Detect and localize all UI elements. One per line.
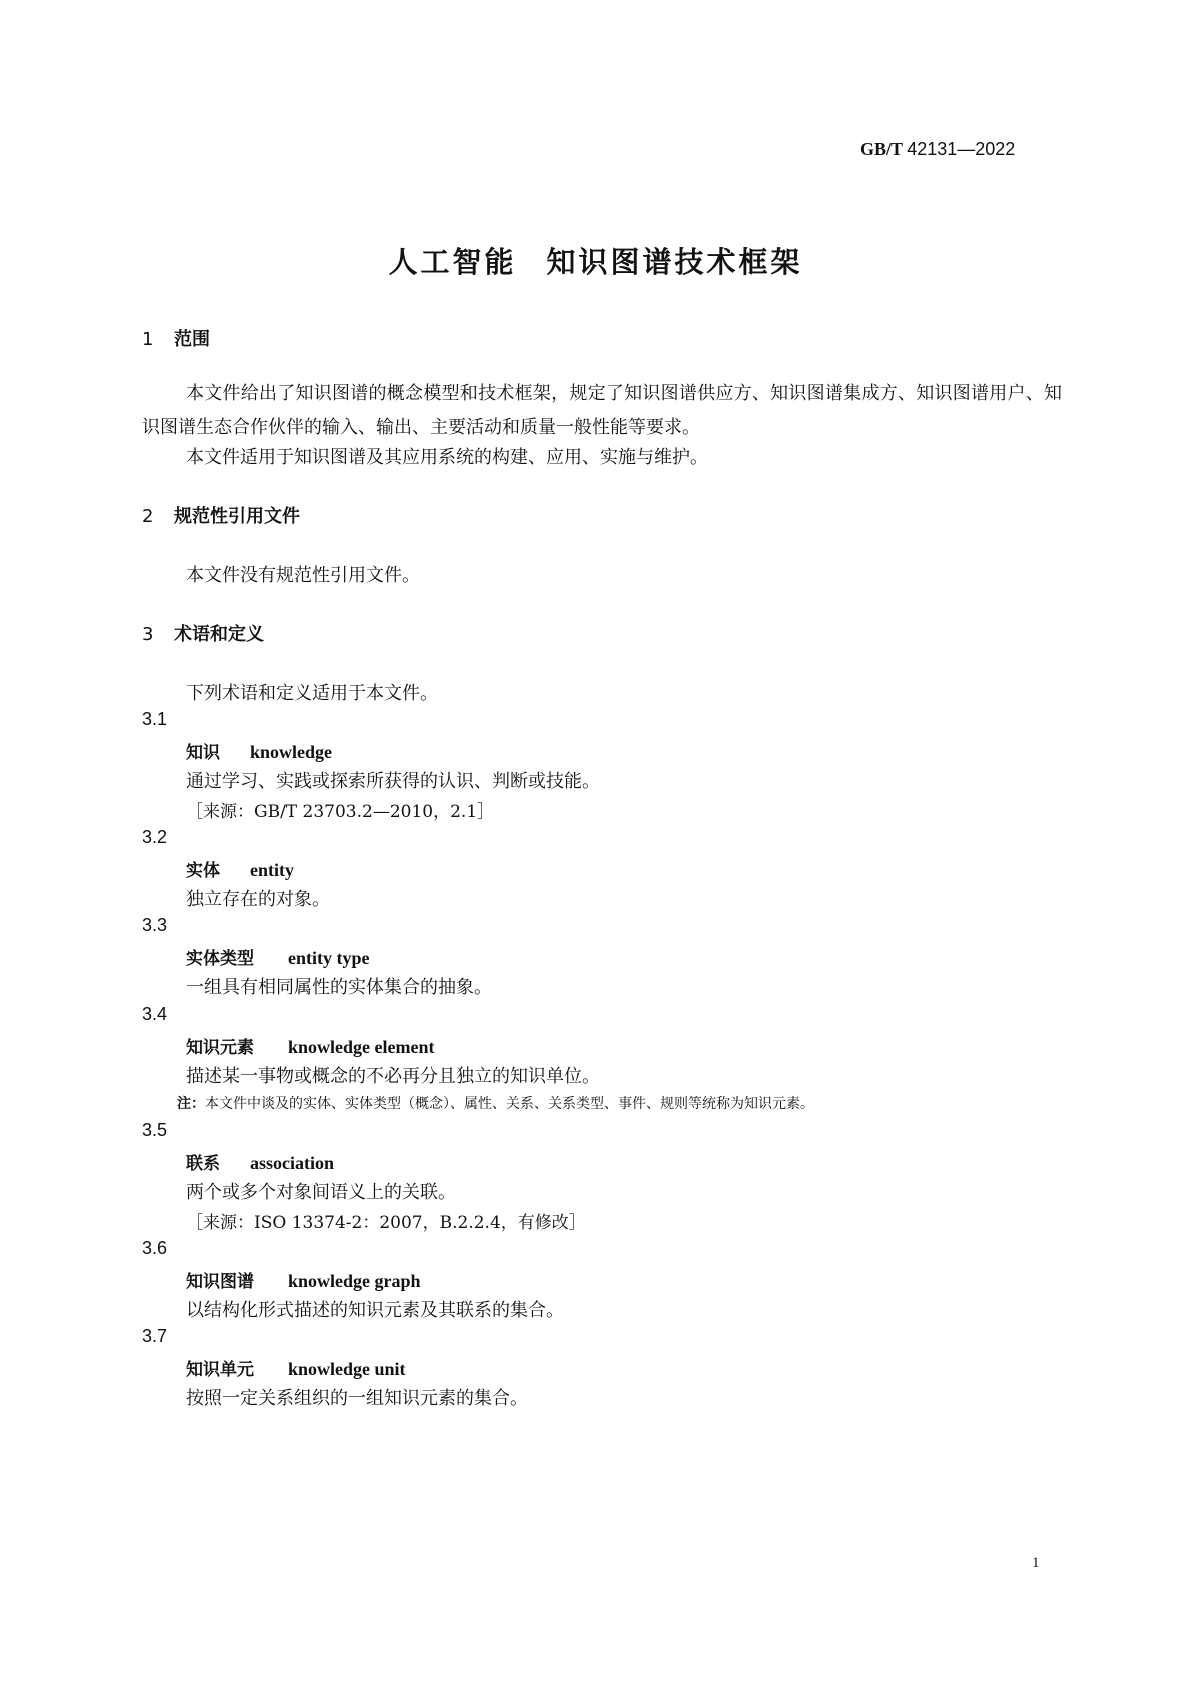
term-en: knowledge graph [288,1271,421,1291]
section-1-paragraph-1: 本文件给出了知识图谱的概念模型和技术框架，规定了知识图谱供应方、知识图谱集成方、知识图谱用户、知识图谱生态合作伙伴的输入、输出、主要活动和质量一般性能等要求。 [142,383,1062,438]
term-source: ［来源：ISO 13374-2：2007，B.2.2.4，有修改］ [186,1213,586,1233]
note-text: 本文件中谈及的实体、实体类型（概念）、属性、关系、关系类型、事件、规则等统称为知识元素。 [205,1096,814,1112]
term-number: 3.2 [142,827,168,847]
term-heading [186,738,332,763]
term-source: ［来源：GB/T 23703.2—2010，2.1］ [186,802,495,822]
document-title [0,240,1191,281]
term-zh: 知识 [186,743,220,763]
term-en: entity type [288,948,370,968]
term-definition: 一组具有相同属性的实体集合的抽象。 [186,977,492,998]
page-number: 1 [1032,1555,1040,1571]
term-zh: 知识单元 [186,1360,254,1380]
term-definition: 通过学习、实践或探索所获得的认识、判断或技能。 [186,771,600,792]
term-number: 3.3 [142,915,168,935]
term-zh: 实体类型 [186,949,254,969]
section-1-paragraph-2: 本文件适用于知识图谱及其应用系统的构建、应用、实施与维护。 [186,447,708,468]
term-heading [186,1355,406,1380]
standard-code [860,139,1015,160]
term-en: association [250,1153,335,1173]
term-number: 3.1 [142,709,168,729]
section-2-heading [142,502,300,528]
term-definition: 以结构化形式描述的知识元素及其联系的集合。 [186,1300,564,1321]
note-label: 注： [177,1096,205,1112]
term-definition: 描述某一事物或概念的不必再分且独立的知识单位。 [186,1066,600,1087]
term-zh: 知识图谱 [186,1272,254,1292]
section-title: 术语和定义 [174,624,264,645]
term-definition: 按照一定关系组织的一组知识元素的集合。 [186,1388,528,1409]
section-number: 2 [142,506,154,527]
term-note [177,1093,814,1113]
section-3-heading [142,620,264,646]
title-part-2: 知识图谱技术框架 [546,245,803,279]
section-2-paragraph: 本文件没有规范性引用文件。 [186,565,420,586]
section-number: 3 [142,624,154,645]
term-heading [186,856,294,881]
term-en: entity [250,860,294,880]
term-en: knowledge element [288,1037,435,1057]
term-number: 3.5 [142,1120,168,1140]
standard-code-number: 42131—2022 [907,139,1016,159]
section-title: 规范性引用文件 [174,506,300,527]
section-1-heading [142,325,210,351]
term-number: 3.6 [142,1238,168,1258]
standard-code-prefix: GB/T [860,139,903,159]
title-part-1: 人工智能 [388,245,517,279]
term-heading [186,1149,334,1174]
term-number: 3.4 [142,1004,168,1024]
term-zh: 知识元素 [186,1038,254,1058]
section-number: 1 [142,329,154,350]
term-en: knowledge unit [288,1359,406,1379]
term-en: knowledge [250,742,333,762]
term-zh: 联系 [186,1154,220,1174]
section-title: 范围 [174,329,210,350]
term-heading [186,1033,434,1058]
term-heading [186,944,369,969]
term-number: 3.7 [142,1326,168,1346]
term-zh: 实体 [186,861,220,881]
term-definition: 独立存在的对象。 [186,889,330,910]
term-heading [186,1267,421,1292]
term-definition: 两个或多个对象间语义上的关联。 [186,1182,456,1203]
section-3-paragraph: 下列术语和定义适用于本文件。 [186,683,438,704]
